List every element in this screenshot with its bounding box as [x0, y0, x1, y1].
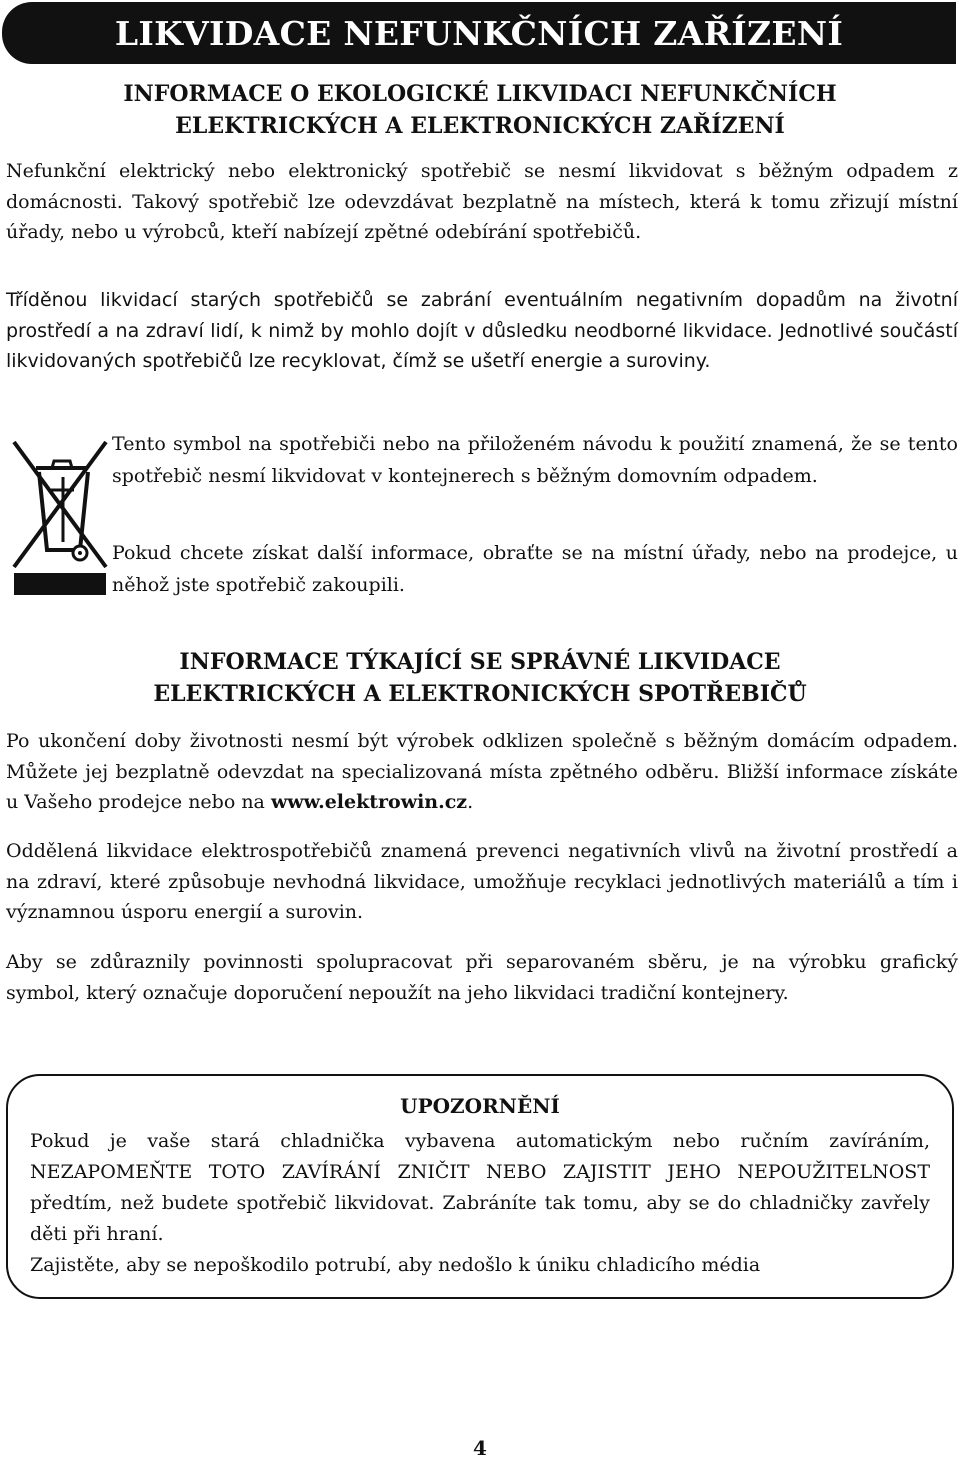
section2-para1-text: Po ukončení doby životnosti nesmí být výrobek odklizen společně s běžným domácím odpadem. Můžete jej bezplatně odevzdat na specializovaná místa zpětného odběru. Bližší informace získáte u Vašeho prodejce nebo na — [6, 730, 958, 813]
section2-para1-end: . — [467, 791, 474, 813]
section2-heading — [0, 646, 960, 710]
section2-para3: Aby se zdůraznily povinnosti spolupracovat při separovaném sběru, je na výrobku grafický symbol, který označuje doporučení nepoužít na jeho likvidaci tradiční kontejnery. — [6, 951, 958, 1004]
further-info: Pokud chcete získat další informace, obraťte se na místní úřady, nebo na prodejce, u něhož jste spotřebič zakoupili. — [112, 542, 958, 596]
section2-para2: Oddělená likvidace elektrospotřebičů znamená prevenci negativních vlivů na životní prostředí a na zdraví, které způsobuje nevhodná likvidace, umožňuje recyklaci jednotlivých materiálů a tím i významnou úsporu energií a surovin. — [6, 840, 958, 923]
section1-para2: Tříděnou likvidací starých spotřebičů se zabrání eventuálním negativním dopadům na životní prostředí a na zdraví lidí, k nimž by mohlo dojít v důsledku neodborné likvidace. Jednotlivé součástí likvidovaných spotřebičů lze recyklovat, čímž se ušetří energie a suroviny. — [6, 289, 958, 372]
warning-box — [6, 1074, 954, 1299]
section1-heading-line1: INFORMACE O EKOLOGICKÉ LIKVIDACI NEFUNKČNÍCH — [123, 81, 837, 107]
crossed-out-wheelie-bin-icon — [8, 432, 108, 597]
title-bar — [2, 2, 956, 64]
warning-text1: Pokud je vaše stará chladnička vybavena automatickým nebo ručním zavíráním, NEZAPOMEŇTE TOTO ZAVÍRÁNÍ ZNIČIT NEBO ZAJISTIT JEHO NEPOUŽITELNOST předtím, než budete spotřebič likvidovat. Zabráníte tak tomu, aby se do chladničky zavřely děti při hraní. — [30, 1130, 930, 1245]
section2-heading-line1: INFORMACE TÝKAJÍCÍ SE SPRÁVNÉ LIKVIDACE — [179, 649, 781, 675]
warning-text — [30, 1126, 930, 1281]
warning-title: UPOZORNĚNÍ — [400, 1094, 560, 1118]
elektrowin-link[interactable]: www.elektrowin.cz — [270, 791, 468, 813]
symbol-description: Tento symbol na spotřebiči nebo na přiloženém návodu k použití znamená, že se tento spotřebič nesmí likvidovat v kontejnerech s běžným domovním odpadem. — [112, 433, 958, 487]
warning-text2: Zajistěte, aby se nepoškodilo potrubí, aby nedošlo k úniku chladicího média — [30, 1254, 761, 1276]
section1-heading — [0, 78, 960, 142]
section1-para1: Nefunkční elektrický nebo elektronický spotřebič se nesmí likvidovat s běžným odpadem z domácnosti. Takový spotřebič lze odevzdávat bezplatně na místech, která k tomu zřizují místní úřady, nebo u výrobců, kteří nabízejí zpětné odebírání spotřebičů. — [6, 160, 958, 243]
section2-heading-line2: ELEKTRICKÝCH A ELEKTRONICKÝCH SPOTŘEBIČŮ — [153, 681, 807, 707]
section1-heading-line2: ELEKTRICKÝCH A ELEKTRONICKÝCH ZAŘÍZENÍ — [175, 113, 785, 139]
page-number: 4 — [473, 1436, 487, 1460]
section2-para1 — [6, 726, 958, 818]
page-title: LIKVIDACE NEFUNKČNÍCH ZAŘÍZENÍ — [114, 13, 844, 53]
